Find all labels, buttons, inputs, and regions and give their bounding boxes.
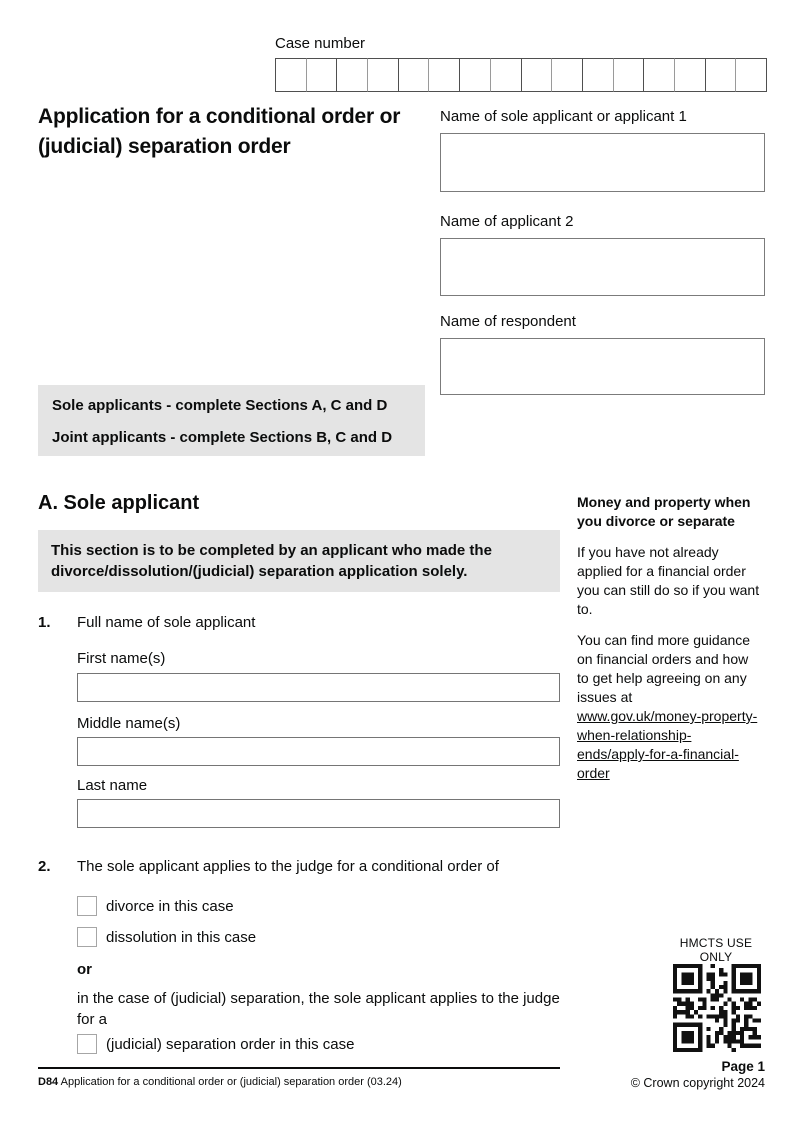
- name-group-applicant1: [440, 108, 765, 192]
- case-number-cell[interactable]: [705, 58, 737, 92]
- question-2-label: The sole applicant applies to the judge for a conditional order of: [77, 858, 499, 875]
- last-name-label: Last name: [77, 777, 148, 794]
- or-label: or: [77, 961, 92, 978]
- first-name-input[interactable]: [77, 673, 560, 702]
- case-number-cell[interactable]: [459, 58, 491, 92]
- separation-intro-text: in the case of (judicial) separation, the sole applicant applies to the judge for a: [77, 990, 560, 1028]
- case-number-cell[interactable]: [521, 58, 553, 92]
- middle-name-input[interactable]: [77, 737, 560, 766]
- divorce-option-row: [77, 896, 234, 916]
- footer-form-title: Application for a conditional order or (judicial) separation order (03.24): [58, 1076, 402, 1088]
- sidebar-guidance-note: [577, 631, 758, 783]
- sidebar-guidance-text: You can find more guidance on financial orders and how to get help agreeing on any issues at: [577, 632, 751, 705]
- financial-order-link[interactable]: www.gov.uk/money-property-when-relationship-ends/apply-for-a-financial-order: [577, 708, 758, 781]
- separation-order-checkbox[interactable]: [77, 1034, 97, 1054]
- divorce-checkbox[interactable]: [77, 896, 97, 916]
- respondent-name-label: Name of respondent: [440, 313, 576, 330]
- middle-name-label: Middle name(s): [77, 715, 181, 732]
- question-2-number: 2.: [38, 858, 51, 875]
- sidebar-guidance: [577, 493, 767, 783]
- case-number-cell[interactable]: [551, 58, 583, 92]
- case-number-cell[interactable]: [613, 58, 645, 92]
- sidebar-heading: Money and property when you divorce or separate: [577, 494, 751, 529]
- divorce-option-label: divorce in this case: [106, 897, 234, 915]
- question-1-label: Full name of sole applicant: [77, 614, 256, 631]
- applicant2-name-label: Name of applicant 2: [440, 213, 574, 230]
- dissolution-option-label: dissolution in this case: [106, 928, 257, 946]
- case-number-cell[interactable]: [275, 58, 307, 92]
- case-number-cell[interactable]: [336, 58, 368, 92]
- applicant2-name-input[interactable]: [440, 238, 765, 296]
- applicant1-name-input[interactable]: [440, 133, 765, 192]
- dissolution-option-row: [77, 927, 256, 947]
- applicant-type-instructions: [38, 385, 425, 456]
- form-title: Application for a conditional order or (judicial) separation order: [38, 105, 401, 158]
- name-group-applicant2: [440, 213, 765, 296]
- crown-copyright: © Crown copyright 2024: [630, 1076, 765, 1090]
- dissolution-checkbox[interactable]: [77, 927, 97, 947]
- first-name-label: First name(s): [77, 650, 166, 667]
- page-number: Page 1: [721, 1059, 765, 1074]
- case-number-cell[interactable]: [643, 58, 675, 92]
- section-a-heading: A. Sole applicant: [38, 492, 200, 514]
- applicant1-name-label: Name of sole applicant or applicant 1: [440, 108, 687, 125]
- case-number-cell[interactable]: [582, 58, 614, 92]
- sidebar-financial-order-note: If you have not already applied for a financial order you can still do so if you want to.: [577, 544, 760, 617]
- hmcts-use-only-label: HMCTS USE ONLY: [679, 936, 753, 964]
- case-number-cell[interactable]: [674, 58, 706, 92]
- case-number-cell[interactable]: [490, 58, 522, 92]
- last-name-input[interactable]: [77, 799, 560, 828]
- name-group-respondent: [440, 313, 765, 395]
- case-number-cell[interactable]: [735, 58, 767, 92]
- form-code: D84: [38, 1076, 59, 1088]
- question-1-number: 1.: [38, 614, 51, 631]
- case-number-cell[interactable]: [306, 58, 338, 92]
- section-a-note: This section is to be completed by an applicant who made the divorce/dissolution/(judicial) separation application solely.: [38, 530, 560, 592]
- separation-option-label: (judicial) separation order in this case: [106, 1035, 355, 1053]
- case-number-label: Case number: [275, 35, 366, 52]
- case-number-cell[interactable]: [367, 58, 399, 92]
- sole-applicants-instruction: Sole applicants - complete Sections A, C and D: [52, 397, 388, 414]
- qr-code: [673, 964, 761, 1052]
- case-number-grid: [275, 58, 767, 92]
- footer-divider: [38, 1067, 560, 1069]
- footer-form-reference: [38, 1076, 402, 1088]
- respondent-name-input[interactable]: [440, 338, 765, 395]
- joint-applicants-instruction: Joint applicants - complete Sections B, C and D: [52, 429, 393, 446]
- case-number-cell[interactable]: [428, 58, 460, 92]
- separation-option-row: [77, 1034, 354, 1054]
- case-number-cell[interactable]: [398, 58, 430, 92]
